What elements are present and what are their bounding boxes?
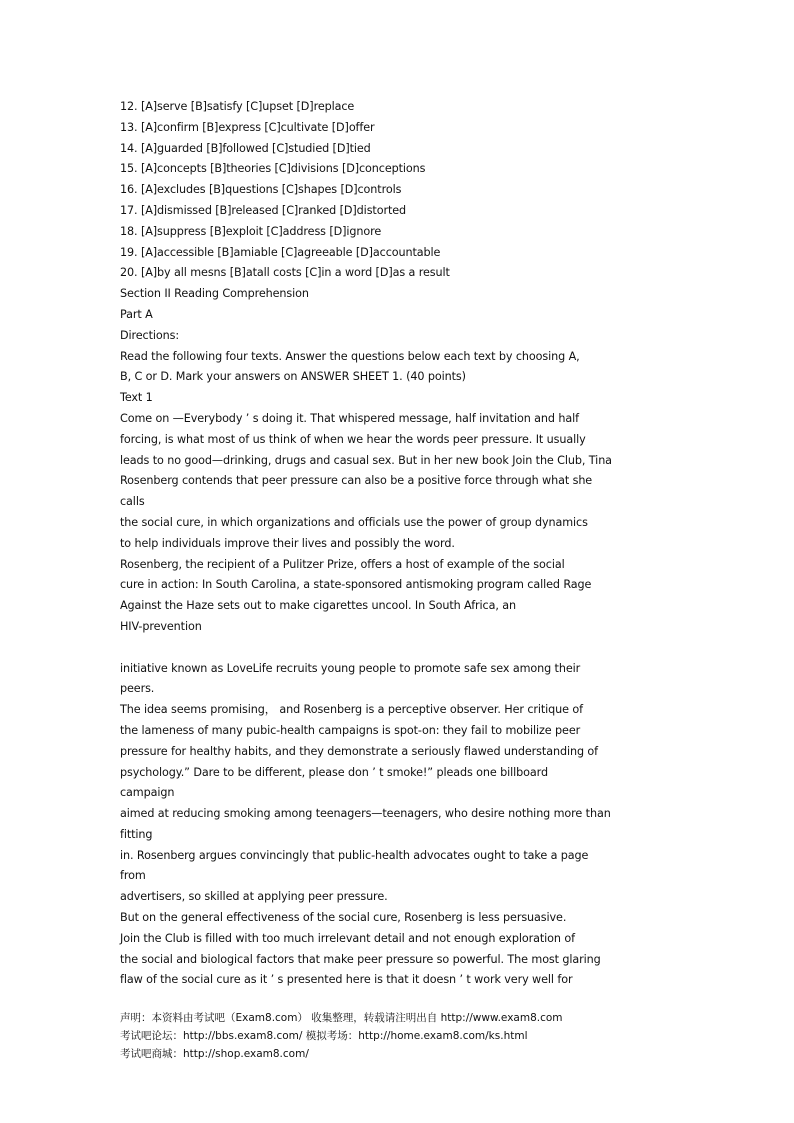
text-line: Text 1: [120, 391, 153, 405]
text-line: 12. [A]serve [B]satisfy [C]upset [D]replace: [120, 100, 355, 113]
text-line: 20. [A]by all mesns [B]atall costs [C]in a word [D]as a result: [120, 266, 450, 280]
text-line: 18. [A]suppress [B]exploit [C]address [D]ignore: [120, 224, 382, 238]
text-line: from: [120, 869, 146, 883]
footer-forum-links: 考试吧论坛：http://bbs.exam8.com/ 模拟考场：http://home.exam8.com/ks.html: [120, 1030, 528, 1042]
text-line: advertisers, so skilled at applying peer pressure.: [120, 890, 388, 904]
text-line: Rosenberg, the recipient of a Pulitzer Prize, offers a host of example of the social: [120, 557, 565, 571]
text-line: Join the Club is filled with too much irrelevant detail and not enough exploration of: [120, 931, 575, 945]
text-line: to help individuals improve their lives and possibly the word.: [120, 536, 455, 550]
text-line: 14. [A]guarded [B]followed [C]studied [D]tied: [120, 141, 371, 155]
text-line: peers.: [120, 682, 155, 696]
text-line: in. Rosenberg argues convincingly that public-health advocates ought to take a page: [120, 848, 589, 862]
text-line: B, C or D. Mark your answers on ANSWER SHEET 1. (40 points): [120, 370, 466, 384]
text-line: aimed at reducing smoking among teenagers—teenagers, who desire nothing more than: [120, 807, 611, 821]
text-line: Read the following four texts. Answer the questions below each text by choosing A,: [120, 349, 580, 363]
text-line: Directions:: [120, 328, 180, 342]
text-line: Rosenberg contends that peer pressure can also be a positive force through what she: [120, 474, 593, 488]
text-line: Come on —Everybody ’ s doing it. That whispered message, half invitation and half: [120, 411, 579, 425]
text-line: the social cure, in which organizations and officials use the power of group dynamics: [120, 515, 588, 529]
text-line: 13. [A]confirm [B]express [C]cultivate [D]offer: [120, 120, 375, 134]
text-line: fitting: [120, 827, 153, 841]
text-line: calls: [120, 495, 145, 509]
text-line: flaw of the social cure as it ’ s presented here is that it doesn ’ t work very well for: [120, 973, 573, 987]
text-line: the social and biological factors that make peer pressure so powerful. The most glaring: [120, 952, 601, 966]
text-line: initiative known as LoveLife recruits young people to promote safe sex among their: [120, 661, 581, 675]
text-line: 16. [A]excludes [B]questions [C]shapes [D]controls: [120, 183, 402, 197]
text-line: 15. [A]concepts [B]theories [C]divisions [D]conceptions: [120, 162, 426, 176]
text-line: cure in action: In South Carolina, a state-sponsored antismoking program called Rage: [120, 578, 592, 592]
text-line: Section II Reading Comprehension: [120, 287, 309, 301]
document-body: [120, 97, 680, 991]
text-line: the lameness of many pubic-health campaigns is spot-on: they fail to mobilize peer: [120, 723, 581, 737]
text-line: psychology.” Dare to be different, please don ’ t smoke!” pleads one billboard: [120, 765, 548, 779]
blank-line: [120, 638, 680, 659]
text-line: Against the Haze sets out to make cigarettes uncool. In South Africa, an: [120, 599, 517, 613]
text-line: 17. [A]dismissed [B]released [C]ranked [D]distorted: [120, 203, 407, 217]
footer-shop-link: 考试吧商城：http://shop.exam8.com/: [120, 1048, 309, 1060]
text-line: leads to no good—drinking, drugs and casual sex. But in her new book Join the Club, Tina: [120, 453, 612, 467]
text-line: The idea seems promising， and Rosenberg is a perceptive observer. Her critique of: [120, 703, 583, 717]
text-line: pressure for healthy habits, and they demonstrate a seriously flawed understanding of: [120, 744, 598, 758]
text-line: Part A: [120, 307, 153, 321]
text-line: campaign: [120, 786, 175, 800]
text-line: HIV-prevention: [120, 619, 202, 633]
text-line: forcing, is what most of us think of when we hear the words peer pressure. It usually: [120, 432, 586, 446]
text-line: 19. [A]accessible [B]amiable [C]agreeable [D]accountable: [120, 245, 441, 259]
text-line: But on the general effectiveness of the social cure, Rosenberg is less persuasive.: [120, 911, 567, 925]
footer-disclaimer: 声明：本资料由考试吧（Exam8.com） 收集整理，转载请注明出自 http://www.exam8.com: [120, 1012, 563, 1024]
page-footer: [120, 1009, 720, 1063]
